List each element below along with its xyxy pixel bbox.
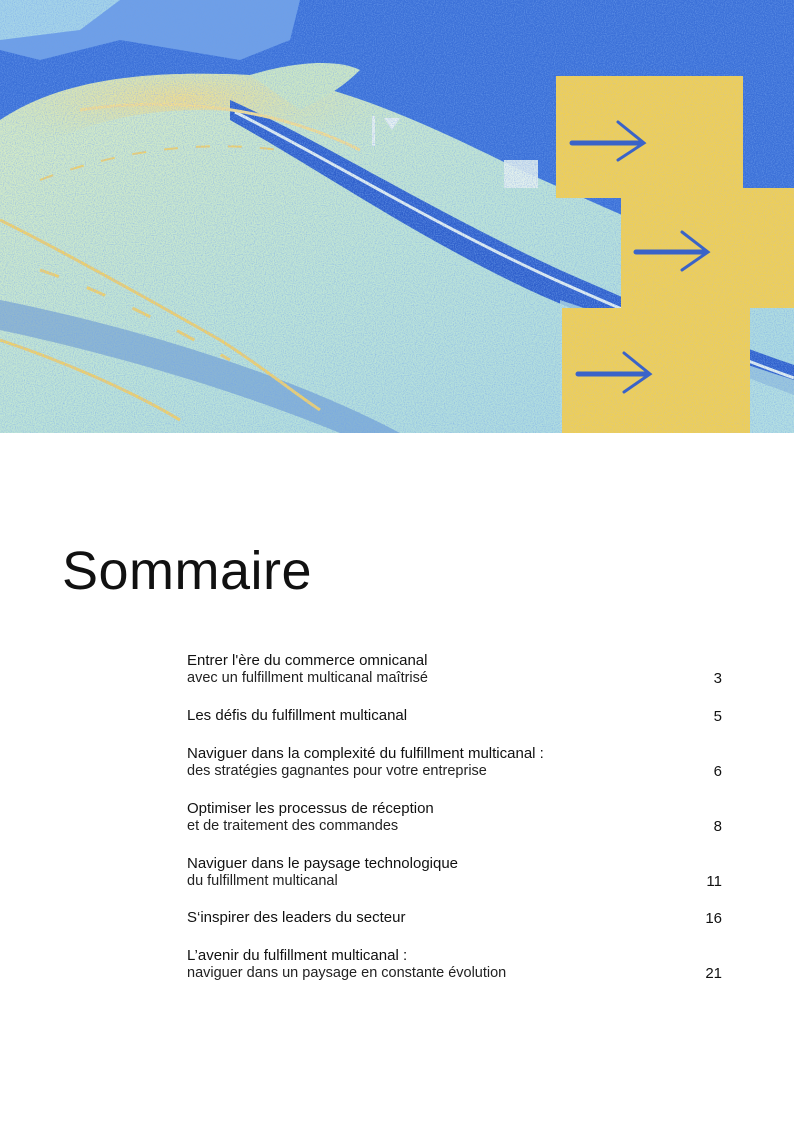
toc-page-number: 3 [713, 670, 722, 687]
highway-illustration [0, 0, 794, 433]
toc-page-number: 11 [706, 873, 722, 890]
toc-entry-subtitle: des stratégies gagnantes pour votre entreprise [187, 763, 487, 779]
toc-entry-title: S‘inspirer des leaders du secteur [187, 909, 406, 926]
toc-entry[interactable] [187, 947, 722, 982]
toc-entry-title: Naviguer dans le paysage technologique [187, 855, 459, 872]
toc-entry-title: Naviguer dans la complexité du fulfillment multicanal : [187, 745, 544, 762]
toc-entry-subtitle: et de traitement des commandes [187, 818, 399, 834]
toc-entry[interactable] [187, 855, 722, 890]
toc-entry-subtitle: du fulfillment multicanal [187, 873, 338, 889]
toc-entry-title: L’avenir du fulfillment multicanal : [187, 947, 408, 964]
toc-entry-subtitle: avec un fulfillment multicanal maîtrisé [187, 670, 428, 686]
toc-page-number: 21 [705, 965, 722, 982]
arrow-card-3 [562, 308, 750, 433]
toc-page-number: 16 [705, 910, 722, 927]
toc-entry[interactable] [187, 652, 722, 687]
toc-page-number: 8 [713, 818, 722, 835]
toc-entry[interactable] [187, 909, 722, 927]
toc-entry-title: Les défis du fulfillment multicanal [187, 707, 408, 724]
toc-entry-title: Optimiser les processus de réception [187, 800, 434, 817]
toc-entry[interactable] [187, 745, 722, 780]
toc-entry[interactable] [187, 800, 722, 835]
arrow-card-1 [556, 76, 743, 198]
toc-page-number: 5 [713, 708, 722, 725]
hero-image [0, 0, 794, 433]
toc-entry[interactable] [187, 707, 722, 725]
toc-page-number: 6 [713, 763, 722, 780]
toc-entry-subtitle: naviguer dans un paysage en constante évolution [187, 965, 507, 981]
page-title: Sommaire [62, 541, 313, 601]
toc-entry-title: Entrer l'ère du commerce omnicanal [187, 652, 428, 669]
arrow-card-2 [621, 188, 794, 308]
